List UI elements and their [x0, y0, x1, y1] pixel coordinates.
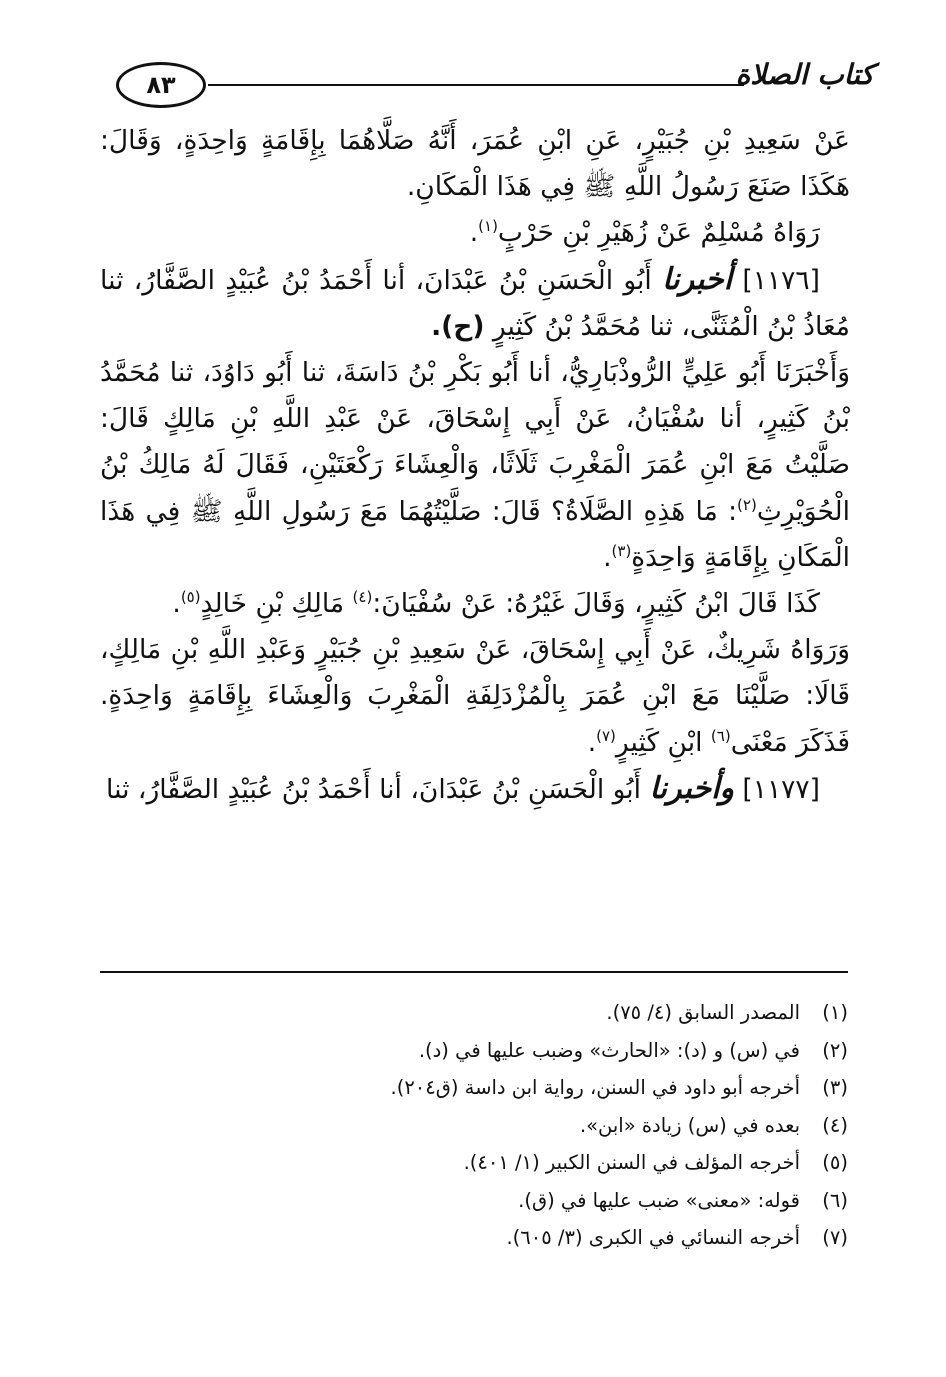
paragraph-6 — [100, 627, 850, 766]
footnote-2 — [100, 1032, 848, 1070]
paragraph-2-end: . — [469, 217, 479, 249]
footnote-7 — [100, 1219, 848, 1257]
page-header — [108, 58, 874, 118]
footnote-5 — [100, 1144, 848, 1182]
page-number: ٨٣ — [116, 62, 206, 108]
footnote-text: المصدر السابق (٤/ ٧٥). — [606, 1001, 800, 1025]
paragraph-4-end: . — [603, 541, 612, 573]
footnote-text: قوله: «معنى» ضبب عليها في (ق). — [518, 1188, 800, 1212]
paragraph-7-text: أَبُو الْحَسَنِ بْنُ عَبْدَانَ، أنا أَحْمَدُ بْنُ عُبَيْدٍ الصَّفَّارُ، ثنا — [106, 773, 642, 805]
hadith-number-1176: [١١٧٦] — [742, 264, 820, 296]
footnote-number: (٥) — [822, 1151, 848, 1175]
paragraph-3 — [100, 257, 850, 350]
paragraph-6-end: . — [587, 726, 597, 758]
footnote-3 — [100, 1069, 848, 1107]
akhbarana-keyword: أخبرنا — [662, 261, 733, 297]
paragraph-3-text: أَبُو الْحَسَنِ بْنُ عَبْدَانَ، أنا أَحْمَدُ بْنُ عُبَيْدٍ الصَّفَّارُ، ثنا مُعَاذُ بْنُ الْمُثَنَّى، ثنا مُحَمَّدُ بْنُ كَثِيرٍ — [100, 264, 850, 342]
paragraph-7 — [100, 766, 850, 813]
footnote-number: (٢) — [822, 1038, 848, 1062]
paragraph-5-text-a: كَذَا قَالَ ابْنُ كَثِيرٍ، وَقَالَ غَيْرُهُ: عَنْ سُفْيَانَ: — [372, 588, 820, 620]
body-text — [100, 118, 850, 813]
footnote-number: (٤) — [822, 1113, 848, 1137]
footnote-number: (٦) — [822, 1188, 848, 1212]
footnote-number: (٧) — [822, 1226, 848, 1250]
footnote-divider — [100, 971, 848, 973]
paragraph-5 — [100, 581, 850, 627]
paragraph-1-text: عَنْ سَعِيدِ بْنِ جُبَيْرٍ، عَنِ ابْنِ عُمَرَ، أَنَّهُ صَلَّاهُمَا بِإِقَامَةٍ وَاحِدَةٍ، وَقَالَ: هَكَذَا صَنَعَ رَسُولُ اللَّهِ ﷺ فِي هَذَا الْمَكَانِ. — [100, 125, 850, 203]
paragraph-6-text-a: وَرَوَاهُ شَرِيكٌ، عَنْ أَبِي إِسْحَاقَ، عَنْ سَعِيدِ بْنِ جُبَيْرٍ وَعَبْدِ اللَّهِ بْنِ مَالِكٍ، قَالَا: صَلَّيْنَا مَعَ ابْنِ عُمَرَ بِالْمُزْدَلِفَةِ الْمَغْرِبَ وَالْعِشَاءَ بِإِقَامَةٍ وَاحِدَةٍ. فَذَكَرَ مَعْنَى — [100, 634, 850, 758]
paragraph-1 — [100, 118, 850, 210]
footnote-text: في (س) و (د): «الحارث» وضبب عليها في (د). — [418, 1038, 800, 1062]
chapter-title: كتاب الصلاة — [735, 58, 874, 91]
paragraph-2 — [100, 210, 850, 256]
paragraph-4-text-b: : مَا هَذِهِ الصَّلَاةُ؟ قَالَ: صَلَّيْتُهُمَا مَعَ رَسُولِ اللَّهِ ﷺ فِي هَذَا الْمَكَانِ بِإِقَامَةٍ وَاحِدَةٍ — [100, 495, 850, 573]
footnote-1 — [100, 994, 848, 1032]
footnote-ref-6: (٦) — [710, 726, 731, 745]
footnote-text: بعده في (س) زيادة «ابن». — [579, 1113, 800, 1137]
wa-akhbarana-keyword: وأخبرنا — [649, 770, 734, 806]
paragraph-6-text-b: ابْنِ كَثِيرٍ — [615, 726, 711, 758]
paragraph-5-text-b: مَالِكِ بْنِ خَالِدٍ — [200, 588, 353, 620]
footnote-ref-3: (٣) — [611, 542, 632, 560]
footnote-ref-1: (١) — [478, 217, 498, 236]
footnote-ref-7: (٧) — [596, 726, 616, 745]
tahwil-symbol: (ح). — [431, 310, 485, 342]
footnote-ref-4: (٤) — [352, 588, 373, 607]
footnote-6 — [100, 1182, 848, 1220]
paragraph-2-text: رَوَاهُ مُسْلِمٌ عَنْ زُهَيْرِ بْنِ حَرْبٍ — [497, 217, 820, 249]
paragraph-5-end: . — [172, 588, 181, 620]
footnote-text: أخرجه أبو داود في السنن، رواية ابن داسة (ق٢٠٤). — [390, 1076, 800, 1100]
footnotes — [100, 994, 848, 1257]
paragraph-4-text-a: وَأَخْبَرَنَا أَبُو عَلِيٍّ الرُّوذْبَارِيُّ، أنا أَبُو بَكْرِ بْنُ دَاسَةَ، ثنا أَبُو دَاوُدَ، ثنا مُحَمَّدُ بْنُ كَثِيرٍ، أنا سُفْيَانُ، عَنْ أَبِي إِسْحَاقَ، عَنْ عَبْدِ اللَّهِ بْنِ مَالِكٍ قَالَ: صَلَّيْتُ مَعَ ابْنِ عُمَرَ الْمَغْرِبَ ثَلَاثًا، وَالْعِشَاءَ رَكْعَتَيْنِ، فَقَالَ لَهُ مَالِكُ بْنُ الْحُوَيْرِثِ — [100, 357, 850, 527]
paragraph-4 — [100, 350, 850, 581]
header-rule — [208, 84, 744, 86]
footnote-number: (٣) — [822, 1076, 848, 1100]
footnote-4 — [100, 1107, 848, 1145]
footnote-ref-2: (٢) — [737, 495, 757, 514]
footnote-text: أخرجه النسائي في الكبرى (٣/ ٦٠٥). — [506, 1226, 800, 1250]
footnote-text: أخرجه المؤلف في السنن الكبير (١/ ٤٠١). — [463, 1151, 800, 1175]
footnote-number: (١) — [822, 1001, 848, 1025]
footnote-ref-5: (٥) — [180, 588, 201, 607]
hadith-number-1177: [١١٧٧] — [742, 773, 820, 805]
